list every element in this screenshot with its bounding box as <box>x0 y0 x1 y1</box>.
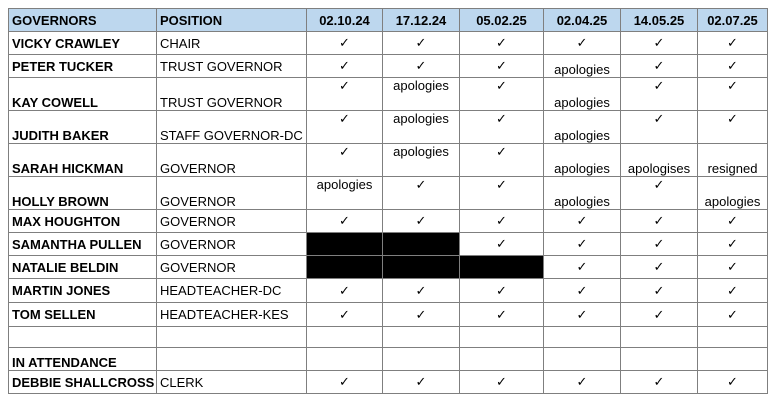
attended-check-icon: ✓ <box>698 279 768 303</box>
attended-check-icon: ✓ <box>383 303 460 327</box>
attended-check-icon: ✓ <box>460 177 544 210</box>
header-date: 05.02.25 <box>460 9 544 32</box>
header-date: 02.10.24 <box>307 9 383 32</box>
empty-cell <box>544 348 621 371</box>
attended-check-icon: ✓ <box>544 371 621 394</box>
attended-check-icon: ✓ <box>307 210 383 233</box>
attended-check-icon: ✓ <box>544 279 621 303</box>
empty-cell <box>307 327 383 348</box>
attended-check-icon: ✓ <box>307 144 383 177</box>
attendance-note: resigned <box>698 144 768 177</box>
governor-name: JUDITH BAKER <box>9 111 157 144</box>
attended-check-icon: ✓ <box>544 303 621 327</box>
empty-cell <box>698 327 768 348</box>
attended-check-icon: ✓ <box>621 78 698 111</box>
empty-cell <box>698 348 768 371</box>
governor-name: TOM SELLEN <box>9 303 157 327</box>
attended-check-icon: ✓ <box>307 371 383 394</box>
attended-check-icon: ✓ <box>621 210 698 233</box>
governor-name: MARTIN JONES <box>9 279 157 303</box>
attended-check-icon: ✓ <box>621 256 698 279</box>
attended-check-icon: ✓ <box>544 256 621 279</box>
attended-check-icon: ✓ <box>307 279 383 303</box>
attended-check-icon: ✓ <box>698 55 768 78</box>
table-row <box>9 111 768 144</box>
attendance-note: apologies <box>544 111 621 144</box>
table-row <box>9 233 768 256</box>
attended-check-icon: ✓ <box>460 55 544 78</box>
attendance-note: apologies <box>544 144 621 177</box>
header-date: 02.07.25 <box>698 9 768 32</box>
attendance-note: apologies <box>383 111 460 144</box>
attended-check-icon: ✓ <box>698 303 768 327</box>
governor-name: MAX HOUGHTON <box>9 210 157 233</box>
attended-check-icon: ✓ <box>460 78 544 111</box>
attended-check-icon: ✓ <box>460 111 544 144</box>
attended-check-icon: ✓ <box>698 233 768 256</box>
table-row <box>9 279 768 303</box>
empty-cell <box>157 327 307 348</box>
not-applicable-cell <box>307 233 383 256</box>
attended-check-icon: ✓ <box>460 279 544 303</box>
empty-cell <box>621 327 698 348</box>
attended-check-icon: ✓ <box>460 210 544 233</box>
governor-position: HEADTEACHER-KES <box>157 303 307 327</box>
attendance-note: apologies <box>383 78 460 111</box>
empty-cell <box>621 348 698 371</box>
table-row <box>9 371 768 394</box>
attended-check-icon: ✓ <box>383 210 460 233</box>
attended-check-icon: ✓ <box>621 32 698 55</box>
attendance-note: apologies <box>544 177 621 210</box>
attended-check-icon: ✓ <box>307 32 383 55</box>
header-date: 17.12.24 <box>383 9 460 32</box>
governor-position: TRUST GOVERNOR <box>157 78 307 111</box>
governor-position: GOVERNOR <box>157 256 307 279</box>
attended-check-icon: ✓ <box>460 371 544 394</box>
attendance-table <box>8 8 768 394</box>
attended-check-icon: ✓ <box>698 78 768 111</box>
attended-check-icon: ✓ <box>307 303 383 327</box>
table-row <box>9 303 768 327</box>
attended-check-icon: ✓ <box>544 32 621 55</box>
header-date: 02.04.25 <box>544 9 621 32</box>
header-position: POSITION <box>157 9 307 32</box>
attended-check-icon: ✓ <box>698 371 768 394</box>
governor-name: NATALIE BELDIN <box>9 256 157 279</box>
attendance-note: apologies <box>544 55 621 78</box>
governor-name: SAMANTHA PULLEN <box>9 233 157 256</box>
empty-cell <box>383 327 460 348</box>
attended-check-icon: ✓ <box>621 371 698 394</box>
table-row <box>9 78 768 111</box>
governor-position: STAFF GOVERNOR-DC <box>157 111 307 144</box>
attended-check-icon: ✓ <box>460 32 544 55</box>
attended-check-icon: ✓ <box>383 32 460 55</box>
governor-name: SARAH HICKMAN <box>9 144 157 177</box>
header-date: 14.05.25 <box>621 9 698 32</box>
empty-cell <box>544 327 621 348</box>
empty-row <box>9 327 768 348</box>
empty-cell <box>157 348 307 371</box>
attended-check-icon: ✓ <box>544 233 621 256</box>
governor-name: KAY COWELL <box>9 78 157 111</box>
governor-position: CLERK <box>157 371 307 394</box>
not-applicable-cell <box>460 256 544 279</box>
governor-name: PETER TUCKER <box>9 55 157 78</box>
governor-position: GOVERNOR <box>157 233 307 256</box>
attended-check-icon: ✓ <box>460 303 544 327</box>
attended-check-icon: ✓ <box>544 210 621 233</box>
attended-check-icon: ✓ <box>621 233 698 256</box>
attended-check-icon: ✓ <box>383 279 460 303</box>
attendance-note: apologies <box>698 177 768 210</box>
section-title: IN ATTENDANCE <box>9 348 157 371</box>
governor-position: GOVERNOR <box>157 210 307 233</box>
attended-check-icon: ✓ <box>698 210 768 233</box>
not-applicable-cell <box>383 233 460 256</box>
empty-cell <box>383 348 460 371</box>
attended-check-icon: ✓ <box>698 32 768 55</box>
attended-check-icon: ✓ <box>307 78 383 111</box>
governor-name: DEBBIE SHALLCROSS <box>9 371 157 394</box>
attended-check-icon: ✓ <box>383 55 460 78</box>
attended-check-icon: ✓ <box>698 256 768 279</box>
empty-cell <box>9 327 157 348</box>
table-row <box>9 210 768 233</box>
empty-cell <box>307 348 383 371</box>
governor-position: TRUST GOVERNOR <box>157 55 307 78</box>
attended-check-icon: ✓ <box>307 55 383 78</box>
governor-position: GOVERNOR <box>157 144 307 177</box>
table-row <box>9 55 768 78</box>
attended-check-icon: ✓ <box>621 177 698 210</box>
header-row <box>9 9 768 32</box>
empty-cell <box>460 348 544 371</box>
empty-cell <box>460 327 544 348</box>
table-row <box>9 256 768 279</box>
attendance-note: apologies <box>544 78 621 111</box>
attended-check-icon: ✓ <box>621 303 698 327</box>
not-applicable-cell <box>383 256 460 279</box>
table-row <box>9 144 768 177</box>
governor-position: GOVERNOR <box>157 177 307 210</box>
header-governors: GOVERNORS <box>9 9 157 32</box>
attendance-note: apologies <box>307 177 383 210</box>
attendance-note: apologies <box>383 144 460 177</box>
governor-name: HOLLY BROWN <box>9 177 157 210</box>
governor-position: HEADTEACHER-DC <box>157 279 307 303</box>
governor-position: CHAIR <box>157 32 307 55</box>
section-row <box>9 348 768 371</box>
attendance-note: apologises <box>621 144 698 177</box>
table-row <box>9 177 768 210</box>
attended-check-icon: ✓ <box>621 279 698 303</box>
attended-check-icon: ✓ <box>383 371 460 394</box>
attended-check-icon: ✓ <box>698 111 768 144</box>
not-applicable-cell <box>307 256 383 279</box>
attended-check-icon: ✓ <box>460 144 544 177</box>
attended-check-icon: ✓ <box>383 177 460 210</box>
attended-check-icon: ✓ <box>307 111 383 144</box>
attended-check-icon: ✓ <box>460 233 544 256</box>
attended-check-icon: ✓ <box>621 111 698 144</box>
table-row <box>9 32 768 55</box>
governor-name: VICKY CRAWLEY <box>9 32 157 55</box>
attended-check-icon: ✓ <box>621 55 698 78</box>
